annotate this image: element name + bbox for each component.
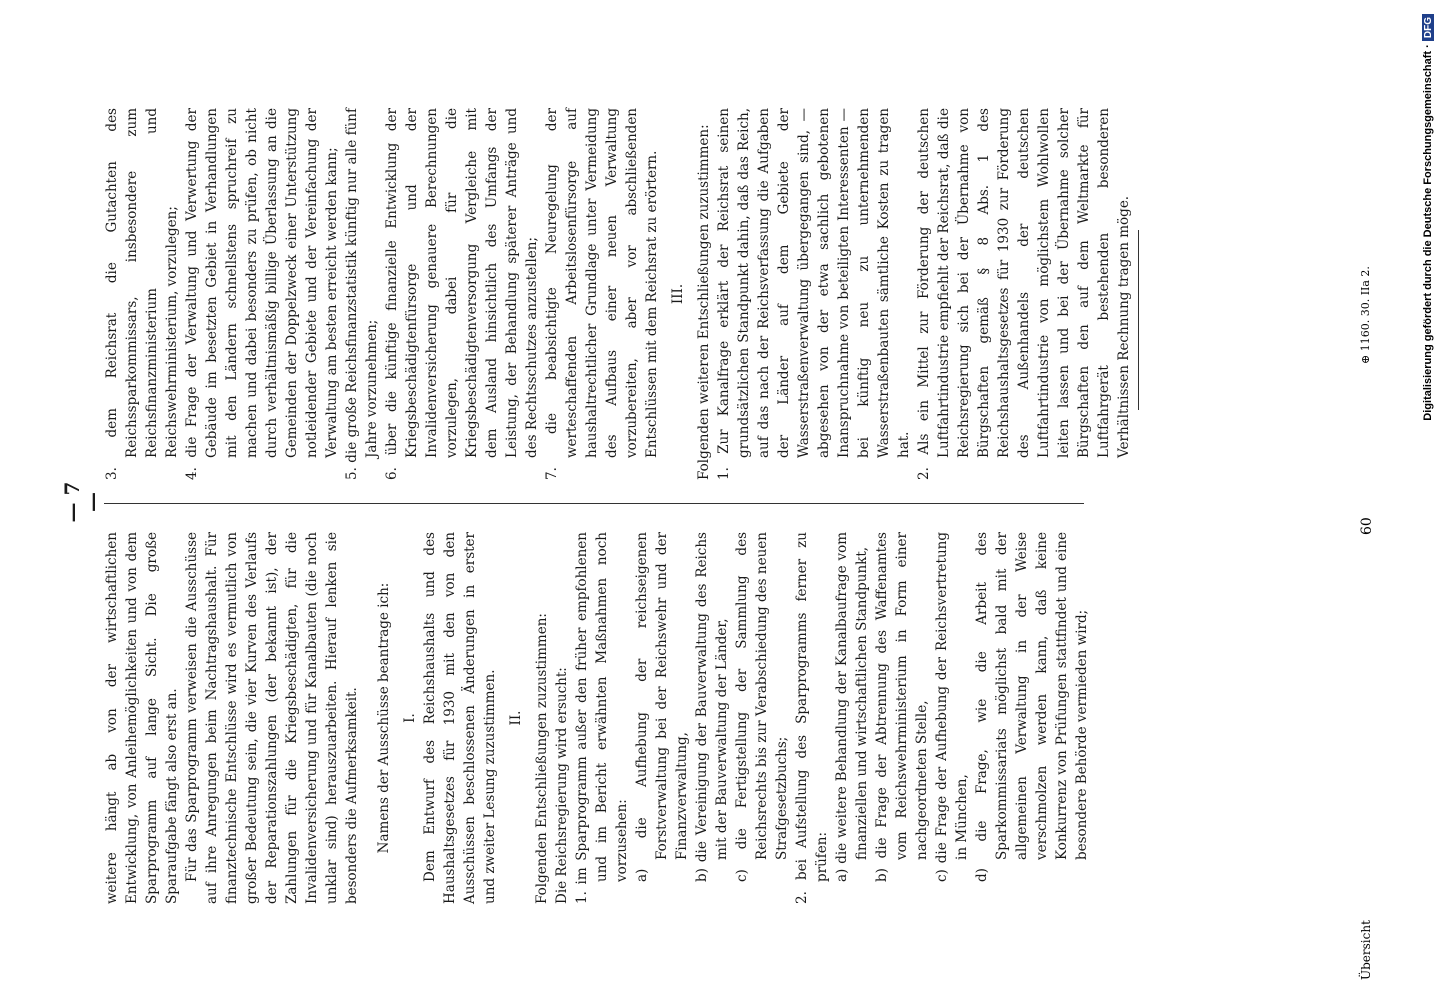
section-heading: III. — [670, 283, 686, 305]
list-item: c) die Frage der Aufhebung der Reichsvertretung in München, — [934, 532, 970, 882]
list-item: 5. die große Reichsfinanzstatistik künftig nur alle fünf Jahre vorzunehmen; — [344, 108, 380, 480]
sidebar-credit-text: Digitalisierung gefördert durch die Deutsche Forschungsgemeinschaft · — [1422, 44, 1434, 421]
footer-page-number: 60 — [1359, 517, 1375, 535]
footer-left: Übersicht — [1359, 920, 1373, 980]
list-item: c) die Fertigstellung der Sammlung des Reichsrechts bis zur Verabschiedung des neuen Strafgesetzbuchs; — [734, 532, 790, 882]
paragraph: weitere hängt ab von der wirtschaftlichen Entwicklung, von Anleihemöglichkeiten und von dem Sparprogramm auf lange Sicht. Die große Sparaufgabe fängt also erst an. — [104, 532, 180, 904]
right-column — [102, 108, 1134, 480]
footer-strip — [1355, 0, 1385, 1000]
list-item: a) die weitere Behandlung der Kanalbaufrage vom finanziellen und wirtschaftlichen Standpunkt, — [834, 532, 870, 882]
left-column — [102, 532, 1092, 904]
paragraph: Für das Sparprogramm verweisen die Ausschüsse auf ihre Anregungen beim Nachtragshaushalt. Für finanztechnische Entschlüsse wird es vermutlich von großer Bedeutung sein, die vier Kurven des Verlaufs der Reparationszahlungen (der bekannt ist), der Zahlungen für die Kriegsbeschädigten, für die Invalidenversicherung und für Kanalbauten (die noch unklar sind) herauszuarbeiten. Hierauf lenken sie besonders die Aufmerksamkeit. — [184, 532, 360, 904]
list-item: d) die Frage, wie die Arbeit des Sparkommissariats möglichst bald mit der allgemeinen Verwaltung in der Weise verschmolzen werden kann, daß keine Konkurrenz von Prüfungen stattfindet und eine besondere Behörde vermieden wird; — [974, 532, 1090, 882]
document-page — [60, 0, 1134, 1000]
list-item: 1. im Sparprogramm außer den früher empfohlenen und im Bericht erwähnten Maßnahmen noch vorzusehen: — [574, 532, 630, 904]
section-heading: II. — [508, 710, 524, 726]
paragraph: Dem Entwurf des Reichshaushalts und des Haushaltsgesetzes für 1930 mit den von den Ausschüssen beschlossenen Änderungen in erster und zweiter Lesung zuzustimmen. — [422, 532, 498, 904]
list-item: 2. bei Aufstellung des Sparprogramms ferner zu prüfen: — [794, 532, 830, 904]
section-heading: I. — [402, 713, 418, 723]
paragraph: Die Reichsregierung wird ersucht: — [554, 667, 570, 904]
page-number: — 7 — — [60, 481, 104, 523]
list-item: 3. dem Reichsrat die Gutachten des Reichssparkommissars, insbesondere zum Reichsfinanzministerium und Reichswehrministerium, vorzulegen; — [104, 108, 180, 480]
footer-print-code: ⊕ 1160. 30. IIa 2. — [1359, 266, 1372, 364]
list-item: 1. Zur Kanalfrage erklärt der Reichsrat seinen grundsätzlichen Standpunkt dahin, daß das Reich, auf das nach der Reichsverfassung die Aufgaben der Länder auf dem Gebiete der Wasserstraßenverwaltung übergegangen sind, — abgesehen von der etwa sachlich gebotenen Inanspruchnahme von beteiligten Interessenten — bei künftig neu zu unternehmenden Wasserstraßenbauten sämtliche Kosten zu tragen hat. — [716, 108, 912, 480]
list-item: b) die Vereinigung der Bauverwaltung des Reichs mit der Bauverwaltung der Länder, — [694, 532, 730, 882]
paragraph: Namens der Ausschüsse beantrage ich: — [376, 582, 392, 854]
list-item: a) die Aufhebung der reichseigenen Forstverwaltung bei der Reichswehr und der Finanzverwaltung, — [634, 532, 690, 882]
list-item: 2. Als ein Mittel zur Förderung der deutschen Luftfahrtindustrie empfiehlt der Reichsrat, daß die Reichsregierung sich bei der Übernahme von Bürgschaften gemäß § 8 Abs. 1 des Reichshaushaltsgesetzes für 1930 zur Förderung des Außenhandels der deutschen Luftfahrtindustrie von möglichstem Wohlwollen leiten lassen und bei der Übernahme solcher Bürgschaften den auf dem Weltmarkte für Luftfahrgerät bestehenden besonderen Verhältnissen Rechnung tragen möge. — [916, 108, 1132, 480]
column-separator — [104, 503, 1084, 504]
list-item: 7. die beabsichtigte Neuregelung der werteschaffenden Arbeitslosenfürsorge auf haushaltrechtlicher Grundlage unter Vermeidung des Aufbaus einer neuen Verwaltung vorzubereiten, aber vor abschließenden Entschlüssen mit dem Reichsrat zu erörtern. — [544, 108, 660, 480]
digitization-sidebar — [1419, 0, 1434, 1000]
paragraph: Folgenden weiteren Entschließungen zuzustimmen: — [696, 124, 712, 480]
list-item: 6. über die künftige finanzielle Entwicklung der Kriegsbeschädigtenfürsorge und der Invalidenversicherung genauere Berechnungen vorzulegen, dabei für die Kriegsbeschädigtenversorgung Vergleiche mit dem Ausland hinsichtlich des Umfangs der Leistung, der Behandlung späterer Anträge und des Rechtsschutzes anzustellen; — [384, 108, 540, 480]
list-item: b) die Frage der Abtrennung des Waffenamtes vom Reichswehrministerium in Form einer nachgeordneten Stelle, — [874, 532, 930, 882]
paragraph: Folgenden Entschließungen zuzustimmen: — [534, 613, 550, 904]
dfg-logo-icon: DFG — [1422, 14, 1434, 41]
list-item: 4. die Frage der Verwaltung und Verwertung der Gebäude im besetzten Gebiet in Verhandlungen mit den Ländern schnellstens spruchreif zu machen und dabei besonders zu prüfen, ob nicht durch verhältnismäßig billige Überlassung an die Gemeinden der Doppelzweck einer Unterstützung notleidender Gebiete und der Vereinfachung der Verwaltung am besten erreicht werden kann; — [184, 108, 340, 480]
end-rule — [1138, 230, 1139, 410]
rotated-page — [60, 0, 1134, 1000]
